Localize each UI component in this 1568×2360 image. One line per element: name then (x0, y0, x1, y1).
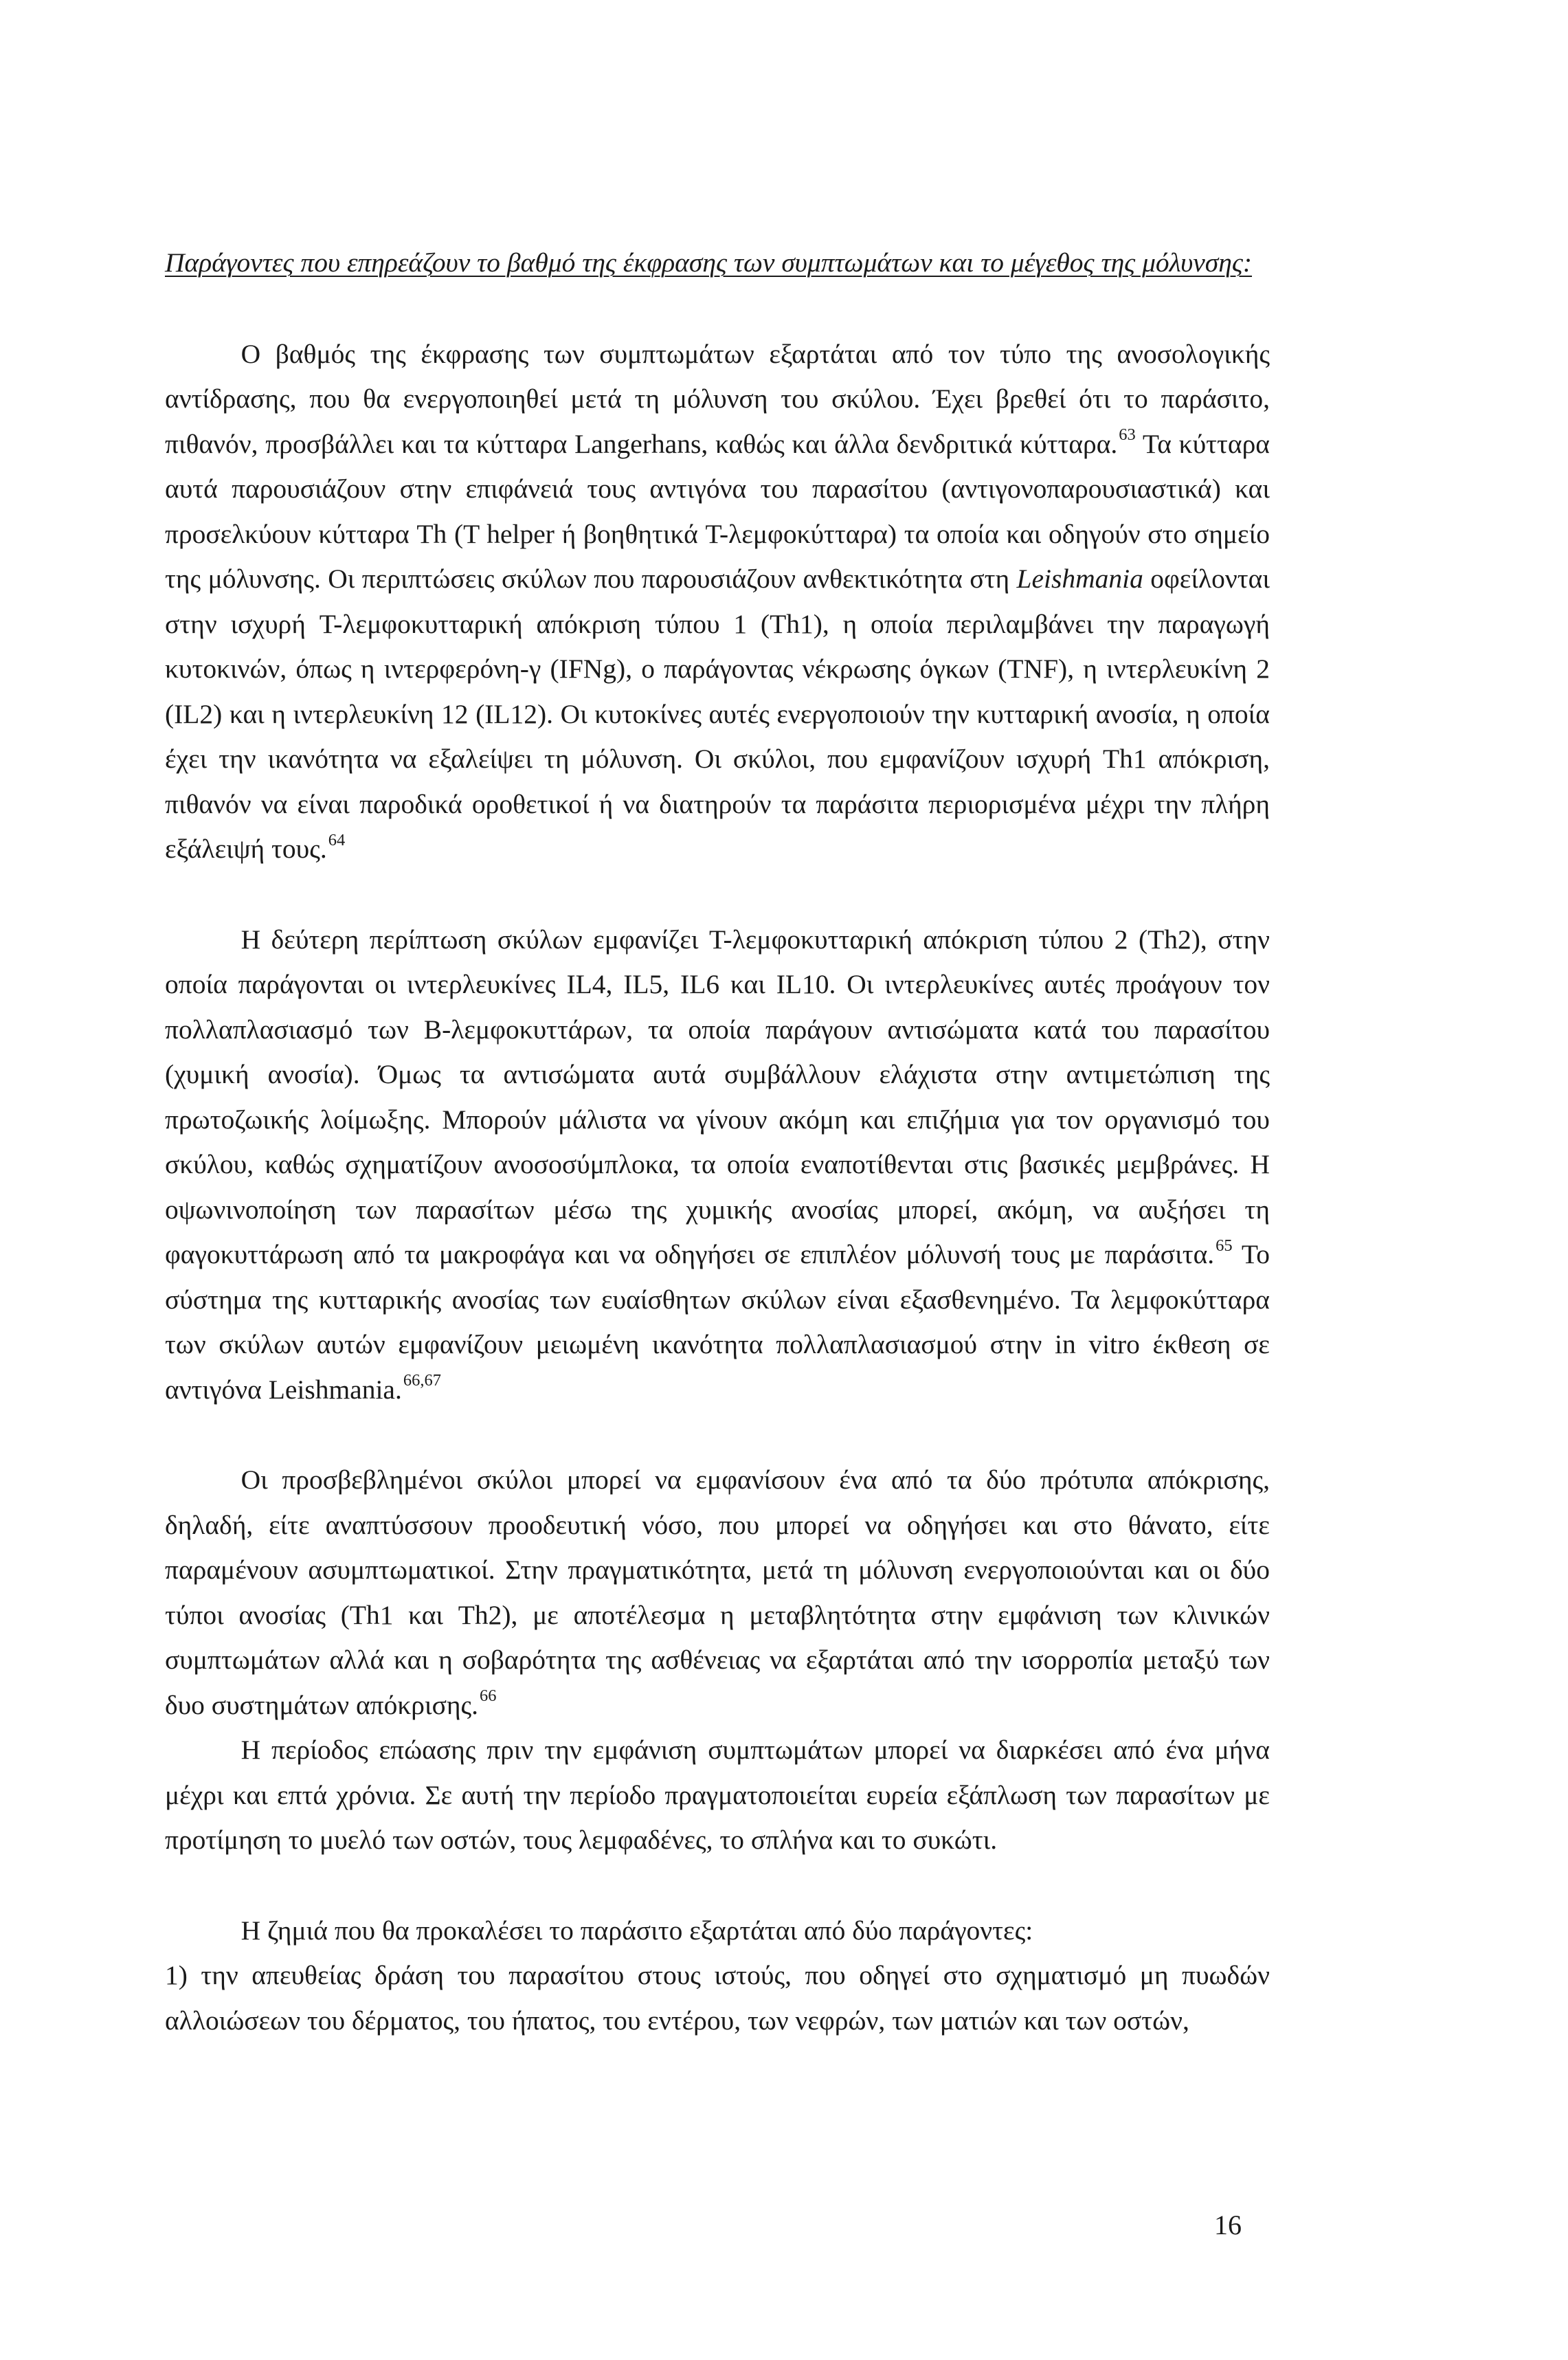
paragraph-response-patterns (165, 1458, 1270, 1728)
citation-ref: 65 (1216, 1236, 1233, 1255)
citation-ref: 66,67 (403, 1371, 441, 1390)
paragraph-text: Η δεύτερη περίπτωση σκύλων εμφανίζει T-λεμφοκυτταρική απόκριση τύπου 2 (Th2), στην οποία παράγονται οι ιντερλευκίνες IL4, IL5, IL6 και IL10. Οι ιντερλευκίνες αυτές προάγουν τον πολλαπλασιασμό των B-λεμφοκυττάρων, τα οποία παράγουν αντισώματα κατά του παρασίτου (χυμική ανοσία). Όμως τα αντισώματα αυτά συμβάλλουν ελάχιστα στην αντιμετώπιση της πρωτοζωικής λοίμωξης. Μπορούν μάλιστα να γίνουν ακόμη και επιζήμια για τον οργανισμό του σκύλου, καθώς σχηματίζουν ανοσοσύμπλοκα, τα οποία εναποτίθενται στις βασικές μεμβράνες. Η οψωνινοποίηση των παρασίτων μέσω της χυμικής ανοσίας μπορεί, ακόμη, να αυξήσει τη φαγοκυττάρωση από τα μακροφάγα και να οδηγήσει σε επιπλέον μόλυνσή τους με παράσιτα. (165, 924, 1270, 1269)
citation-ref: 63 (1119, 425, 1136, 445)
list-item-direct-action: 1) την απευθείας δράση του παρασίτου στους ιστούς, που οδηγεί στο σχηματισμό μη πυωδών αλλοιώσεων του δέρματος, του ήπατος, του εντέρου, των νεφρών, των ματιών και των οστών, (165, 1960, 1270, 2036)
paragraph-text: Ο βαθμός της έκφρασης των συμπτωμάτων εξαρτάται από τον τύπο της ανοσολογικής αντίδρασης, που θα ενεργοποιηθεί μετά τη μόλυνση του σκύλου. Έχει βρεθεί ότι το παράσιτο, πιθανόν, προσβάλλει και τα κύτταρα Langerhans, καθώς και άλλα δενδριτικά κύτταρα. (165, 338, 1270, 459)
page-number: 16 (1214, 2209, 1242, 2240)
page-body (165, 241, 1270, 2043)
section-heading: Παράγοντες που επηρεάζουν το βαθμό της έκφρασης των συμπτωμάτων και το μέγεθος της μόλυνσης: (165, 247, 1253, 278)
paragraph-th2-response (165, 917, 1270, 1413)
paragraph-text: Το σύστημα της κυτταρικής ανοσίας των ευαίσθητων σκύλων είναι εξασθενημένο. Τα λεμφοκύτταρα των σκύλων αυτών εμφανίζουν μειωμένη ικανότητα πολλαπλασιασμού στην in vitro έκθεση σε αντιγόνα Leishmania. (165, 1239, 1270, 1405)
paragraph-text: Τα κύτταρα αυτά παρουσιάζουν στην επιφάνειά τους αντιγόνα του παρασίτου (αντιγονοπαρουσιαστικά) και προσελκύουν κύτταρα Th (T helper ή βοηθητικά T-λεμφοκύτταρα) τα οποία και οδηγούν στο σημείο της μόλυνσης. Οι περιπτώσεις σκύλων που παρουσιάζουν ανθεκτικότητα στη (165, 428, 1270, 594)
citation-ref: 66 (480, 1686, 497, 1706)
citation-ref: 64 (328, 830, 346, 849)
paragraph-damage-factors: Η ζημιά που θα προκαλέσει το παράσιτο εξαρτάται από δύο παράγοντες: (240, 1915, 1033, 1946)
paragraph-text: Οι προσβεβλημένοι σκύλοι μπορεί να εμφανίσουν ένα από τα δύο πρότυπα απόκρισης, δηλαδή, είτε αναπτύσσουν προοδευτική νόσο, που μπορεί να οδηγήσει και στο θάνατο, είτε παραμένουν ασυμπτωματικοί. Στην πραγματικότητα, μετά τη μόλυνση ενεργοποιούνται και οι δύο τύποι ανοσίας (Th1 και Th2), με αποτέλεσμα η μεταβλητότητα στην εμφάνιση των κλινικών συμπτωμάτων αλλά και η σοβαρότητα της ασθένειας να εξαρτάται από την ισορροπία μεταξύ των δυο συστημάτων απόκρισης. (165, 1465, 1270, 1720)
paragraph-immune-response (165, 332, 1270, 872)
paragraph-incubation: Η περίοδος επώασης πριν την εμφάνιση συμπτωμάτων μπορεί να διαρκέσει από ένα μήνα μέχρι και επτά χρόνια. Σε αυτή την περίοδο πραγματοποιείται ευρεία εξάπλωση των παρασίτων με προτίμηση το μυελό των οστών, τους λεμφαδένες, το σπλήνα και το συκώτι. (165, 1735, 1270, 1855)
italic-term: Leishmania (1016, 564, 1143, 594)
paragraph-text: οφείλονται στην ισχυρή T-λεμφοκυτταρική απόκριση τύπου 1 (Th1), η οποία περιλαμβάνει την παραγωγή κυτοκινών, όπως η ιντερφερόνη-γ (IFNg), ο παράγοντας νέκρωσης όγκων (TNF), η ιντερλευκίνη 2 (IL2) και η ιντερλευκίνη 12 (IL12). Οι κυτοκίνες αυτές ενεργοποιούν την κυτταρική ανοσία, η οποία έχει την ικανότητα να εξαλείψει τη μόλυνση. Οι σκύλοι, που εμφανίζουν ισχυρή Th1 απόκριση, πιθανόν να είναι παροδικά οροθετικοί ή να διατηρούν τα παράσιτα περιορισμένα μέχρι την πλήρη εξάλειψή τους. (165, 564, 1270, 864)
